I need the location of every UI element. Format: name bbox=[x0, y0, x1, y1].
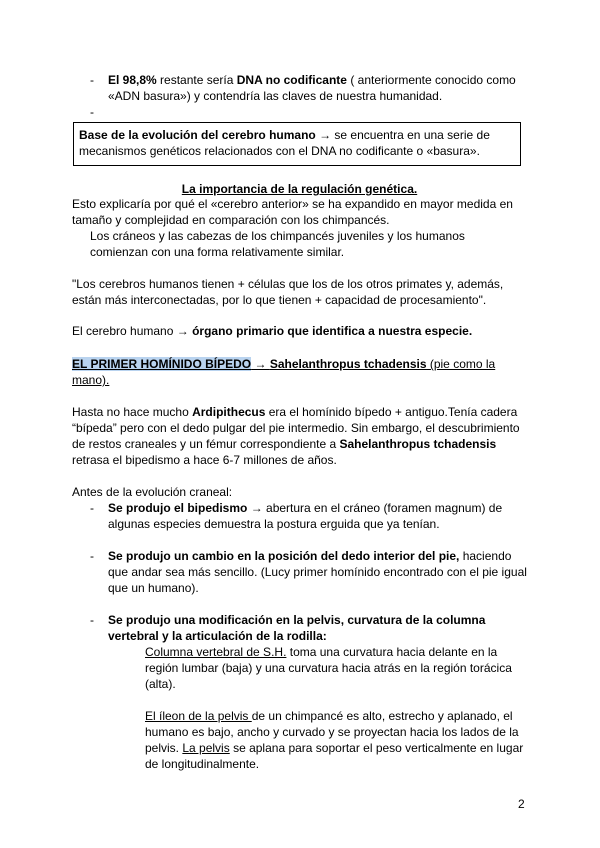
sub-ileon: El íleon de la pelvis de un chimpancé es alto, estrecho y aplanado, el humano es bajo, ancho y curvado y se proyectan hacia los lados de la pelvis. La pelvis se aplana para soportar el peso verticalmente en lugar de longitudinalmente. bbox=[145, 709, 524, 771]
bullet-dedo: Se produjo un cambio en la posición del dedo interior del pie, haciendo que andar sea más sencillo. (Lucy primer homínido encontrado con el pie igual que un humano). bbox=[108, 549, 527, 595]
highlight-box: Base de la evolución del cerebro humano → se encuentra en una serie de mecanismos genéticos relacionados con el DNA no codificante o «basura». bbox=[73, 122, 521, 166]
section-title: La importancia de la regulación genética. bbox=[181, 182, 418, 196]
bullet-dash: - bbox=[90, 549, 94, 563]
bullet-dash-empty: - bbox=[90, 105, 94, 119]
brain-paragraph: El cerebro humano → órgano primario que identifica a nuestra especie. bbox=[72, 324, 473, 338]
page-number: 2 bbox=[518, 797, 525, 811]
bullet-dash: - bbox=[90, 501, 94, 515]
intro-evolucion: Antes de la evolución craneal: bbox=[72, 485, 233, 499]
quote-paragraph: "Los cerebros humanos tienen + células que los de los otros primates y, además, están más interconectadas, por lo que tienen + capacidad de procesamiento". bbox=[72, 277, 504, 307]
bullet-dash: - bbox=[90, 73, 94, 87]
paragraph-ardipithecus: Hasta no hace mucho Ardipithecus era el homínido bípedo + antiguo.Tenía cadera “bípeda” pero con el dedo pulgar del pie intermedio. Sin embargo, el descubrimiento de restos craneales y un fémur correspondiente a Sahelanthropus tchadensis retrasa el bipedismo a hace 6-7 millones de años. bbox=[72, 405, 520, 467]
sub-columna: Columna vertebral de S.H. toma una curvatura hacia delante en la región lumbar (baja) y una curvatura hacia atrás en la región torácica (alta). bbox=[145, 645, 512, 691]
bullet-item-dna: El 98,8% restante sería DNA no codificante ( anteriormente conocido como «ADN basura») y contendría las claves de nuestra humanidad. bbox=[108, 73, 516, 103]
paragraph-cerebro-anterior: Esto explicaría por qué el «cerebro anterior» se ha expandido en mayor medida en tamaño y complejidad en comparación con los chimpancés. bbox=[72, 197, 513, 227]
bullet-dash: - bbox=[90, 613, 94, 627]
bullet-bipedismo: Se produjo el bipedismo → abertura en el cráneo (foramen magnum) de algunas especies demuestra la postura erguida que ya tenían. bbox=[108, 501, 503, 531]
paragraph-craneos: Los cráneos y las cabezas de los chimpancés juveniles y los humanos comienzan con una forma relativamente similar. bbox=[90, 229, 465, 259]
section-heading-hominido: EL PRIMER HOMÍNIDO BÍPEDO → Sahelanthropus tchadensis (pie como la mano). bbox=[72, 357, 496, 387]
bullet-pelvis: Se produjo una modificación en la pelvis, curvatura de la columna vertebral y la articulación de la rodilla: bbox=[108, 613, 486, 643]
